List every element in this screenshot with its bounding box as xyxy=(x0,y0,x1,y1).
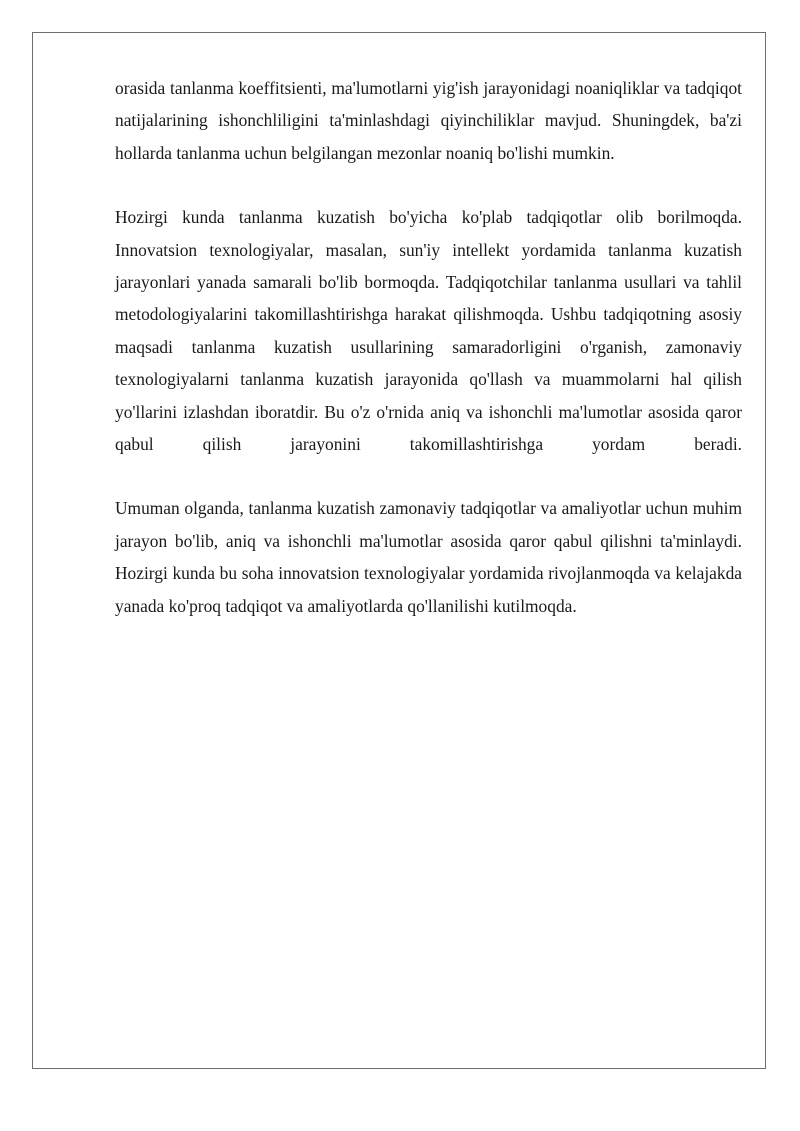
paragraph-3: Umuman olganda, tanlanma kuzatish zamonaviy tadqiqotlar va amaliyotlar uchun muhim jarayon bo'lib, aniq va ishonchli ma'lumotlar asosida qaror qabul qilishni ta'minlaydi. Hozirgi kunda bu soha innovatsion texnologiyalar yordamida rivojlanmoqda va kelajakda yanada ko'proq tadqiqot va amaliyotlarda qo'llanilishi kutilmoqda. xyxy=(115,498,742,616)
document-body xyxy=(115,72,742,654)
paragraph-2: Hozirgi kunda tanlanma kuzatish bo'yicha ko'plab tadqiqotlar olib borilmoqda. Innovatsion texnologiyalar, masalan, sun'iy intellekt yordamida tanlanma kuzatish jarayonlari yanada samarali bo'lib bormoqda. Tadqiqotchilar tanlanma usullari va tahlil metodologiyalarini takomillashtirishga harakat qilishmoqda. Ushbu tadqiqotning asosiy maqsadi tanlanma kuzatish usullarining samaradorligini o'rganish, zamonaviy texnologiyalarni tanlanma kuzatish jarayonida qo'llash va muammolarni hal qilish yo'llarini izlashdan iboratdir. Bu o'z o'rnida aniq va ishonchli ma'lumotlar asosida qaror qabul qilish jarayonini takomillashtirishga yordam beradi. xyxy=(115,207,742,455)
paragraph-1: orasida tanlanma koeffitsienti, ma'lumotlarni yig'ish jarayonidagi noaniqliklar va tadqiqot natijalarining ishonchliligini ta'minlashdagi qiyinchiliklar mavjud. Shuningdek, ba'zi hollarda tanlanma uchun belgilangan mezonlar noaniq bo'lishi mumkin. xyxy=(115,78,742,163)
